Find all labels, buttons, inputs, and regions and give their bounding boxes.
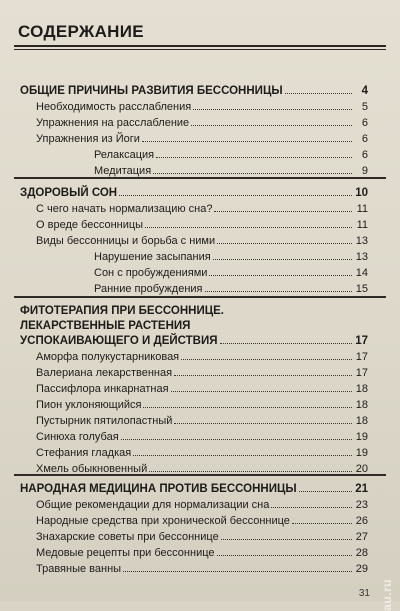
page-ref: 20 xyxy=(355,463,368,475)
entry-label: Необходимость расслабления xyxy=(36,101,192,113)
section-title: ЗДОРОВЫЙ СОН xyxy=(20,187,118,199)
toc-section-4 xyxy=(20,482,368,496)
entry-label: Ранние пробуждения xyxy=(94,283,203,295)
leader-dots xyxy=(156,148,352,158)
page-ref: 11 xyxy=(356,203,368,215)
page-ref: 17 xyxy=(355,351,368,363)
entry-label: Сон с пробуждениями xyxy=(94,267,208,279)
page-ref: 9 xyxy=(361,165,368,177)
leader-dots xyxy=(299,482,352,492)
page-ref: 13 xyxy=(355,235,368,247)
toc-entry xyxy=(36,562,368,576)
page-ref: 17 xyxy=(355,335,368,347)
toc-entry xyxy=(36,530,368,544)
entry-label: Народные средства при хронической бессоннице xyxy=(36,515,290,527)
page-ref: 26 xyxy=(355,515,368,527)
entry-label: С чего начать нормализацию сна? xyxy=(36,203,213,215)
toc-entry xyxy=(36,382,368,396)
page-ref: 5 xyxy=(361,101,368,113)
toc-section-3 xyxy=(20,334,368,348)
page-ref: 11 xyxy=(356,219,368,231)
leader-dots xyxy=(221,530,352,540)
toc-entry xyxy=(36,350,368,364)
page-ref: 17 xyxy=(355,367,368,379)
page-number: 31 xyxy=(358,588,370,599)
entry-label: Хмель обыкновенный xyxy=(36,463,148,475)
leader-dots xyxy=(181,350,352,360)
leader-dots xyxy=(292,514,352,524)
leader-dots xyxy=(174,366,352,376)
page-ref: 15 xyxy=(355,283,368,295)
toc-section-1 xyxy=(20,84,368,98)
leader-dots xyxy=(193,100,352,110)
page-ref: 13 xyxy=(355,251,368,263)
toc-entry xyxy=(36,514,368,528)
entry-label: Общие рекомендации для нормализации сна xyxy=(36,499,270,511)
leader-dots xyxy=(153,164,352,174)
page-ref: 27 xyxy=(355,531,368,543)
watermark: au.ru xyxy=(380,579,394,611)
entry-label: Знахарские советы при бессоннице xyxy=(36,531,219,543)
entry-label: Пустырник пятилопастный xyxy=(36,415,173,427)
page-ref: 10 xyxy=(355,187,368,199)
entry-label: Стефания гладкая xyxy=(36,447,132,459)
entry-label: Травяные ванны xyxy=(36,563,122,575)
section-divider xyxy=(14,177,386,179)
leader-dots xyxy=(191,116,352,126)
toc-entry xyxy=(36,414,368,428)
entry-label: О вреде бессонницы xyxy=(36,219,144,231)
entry-label: Нарушение засыпания xyxy=(94,251,211,263)
entry-label: Упражнения из Йоги xyxy=(36,133,140,145)
page-title: СОДЕРЖАНИЕ xyxy=(18,22,144,41)
toc-entry xyxy=(36,446,368,460)
page-ref: 6 xyxy=(361,117,368,129)
page-ref: 6 xyxy=(361,133,368,145)
leader-dots xyxy=(271,498,352,508)
page-ref: 6 xyxy=(361,149,368,161)
page-ref: 4 xyxy=(361,85,368,97)
entry-label: Медовые рецепты при бессоннице xyxy=(36,547,215,559)
entry-label: Аморфа полукустарниковая xyxy=(36,351,180,363)
leader-dots xyxy=(174,414,352,424)
section-title-line: ЛЕКАРСТВЕННЫЕ РАСТЕНИЯ xyxy=(20,320,191,332)
leader-dots xyxy=(119,186,352,196)
toc-subentry xyxy=(94,164,368,178)
page-ref: 23 xyxy=(355,499,368,511)
leader-dots xyxy=(209,266,352,276)
toc-entry xyxy=(36,430,368,444)
toc-subentry xyxy=(94,250,368,264)
section-divider xyxy=(14,296,386,298)
leader-dots xyxy=(171,382,352,392)
leader-dots xyxy=(143,398,352,408)
toc-entry xyxy=(36,398,368,412)
page-ref: 18 xyxy=(355,383,368,395)
leader-dots xyxy=(133,446,352,456)
page-ref: 19 xyxy=(355,447,368,459)
leader-dots xyxy=(205,282,352,292)
toc-subentry xyxy=(94,266,368,280)
title-rule xyxy=(14,45,386,50)
leader-dots xyxy=(121,430,352,440)
leader-dots xyxy=(285,84,352,94)
entry-label: Релаксация xyxy=(94,149,155,161)
toc-entry xyxy=(36,202,368,216)
leader-dots xyxy=(142,132,352,142)
leader-dots xyxy=(149,462,352,472)
section-divider xyxy=(14,474,386,476)
leader-dots xyxy=(214,202,352,212)
section-title: НАРОДНАЯ МЕДИЦИНА ПРОТИВ БЕССОННИЦЫ xyxy=(20,483,297,495)
toc-entry xyxy=(36,234,368,248)
leader-dots xyxy=(217,546,352,556)
section-title-line: УСПОКАИВАЮЩЕГО И ДЕЙСТВИЯ xyxy=(20,335,218,347)
toc-entry xyxy=(36,218,368,232)
page-ref: 28 xyxy=(355,547,368,559)
section-title-line: ФИТОТЕРАПИЯ ПРИ БЕССОННИЦЕ. xyxy=(20,305,225,317)
toc-entry xyxy=(36,546,368,560)
entry-label: Пион уклоняющийся xyxy=(36,399,142,411)
page-ref: 21 xyxy=(355,483,368,495)
toc-entry xyxy=(36,366,368,380)
entry-label: Медитация xyxy=(94,165,152,177)
entry-label: Синюха голубая xyxy=(36,431,119,443)
toc-subentry xyxy=(94,282,368,296)
toc-entry xyxy=(36,100,368,114)
page-ref: 14 xyxy=(355,267,368,279)
toc-entry xyxy=(36,116,368,130)
toc-subentry xyxy=(94,148,368,162)
entry-label: Упражнения на расслабление xyxy=(36,117,190,129)
page-ref: 29 xyxy=(355,563,368,575)
page-ref: 19 xyxy=(355,431,368,443)
section-title: ОБЩИЕ ПРИЧИНЫ РАЗВИТИЯ БЕССОННИЦЫ xyxy=(20,85,283,97)
entry-label: Виды бессонницы и борьба с ними xyxy=(36,235,216,247)
leader-dots xyxy=(213,250,352,260)
page-ref: 18 xyxy=(355,399,368,411)
page-ref: 18 xyxy=(355,415,368,427)
toc-entry xyxy=(36,498,368,512)
toc-section-2 xyxy=(20,186,368,200)
entry-label: Валериана лекарственная xyxy=(36,367,173,379)
leader-dots xyxy=(145,218,352,228)
entry-label: Пассифлора инкарнатная xyxy=(36,383,169,395)
leader-dots xyxy=(217,234,352,244)
leader-dots xyxy=(123,562,352,572)
toc-entry xyxy=(36,132,368,146)
leader-dots xyxy=(220,334,352,344)
